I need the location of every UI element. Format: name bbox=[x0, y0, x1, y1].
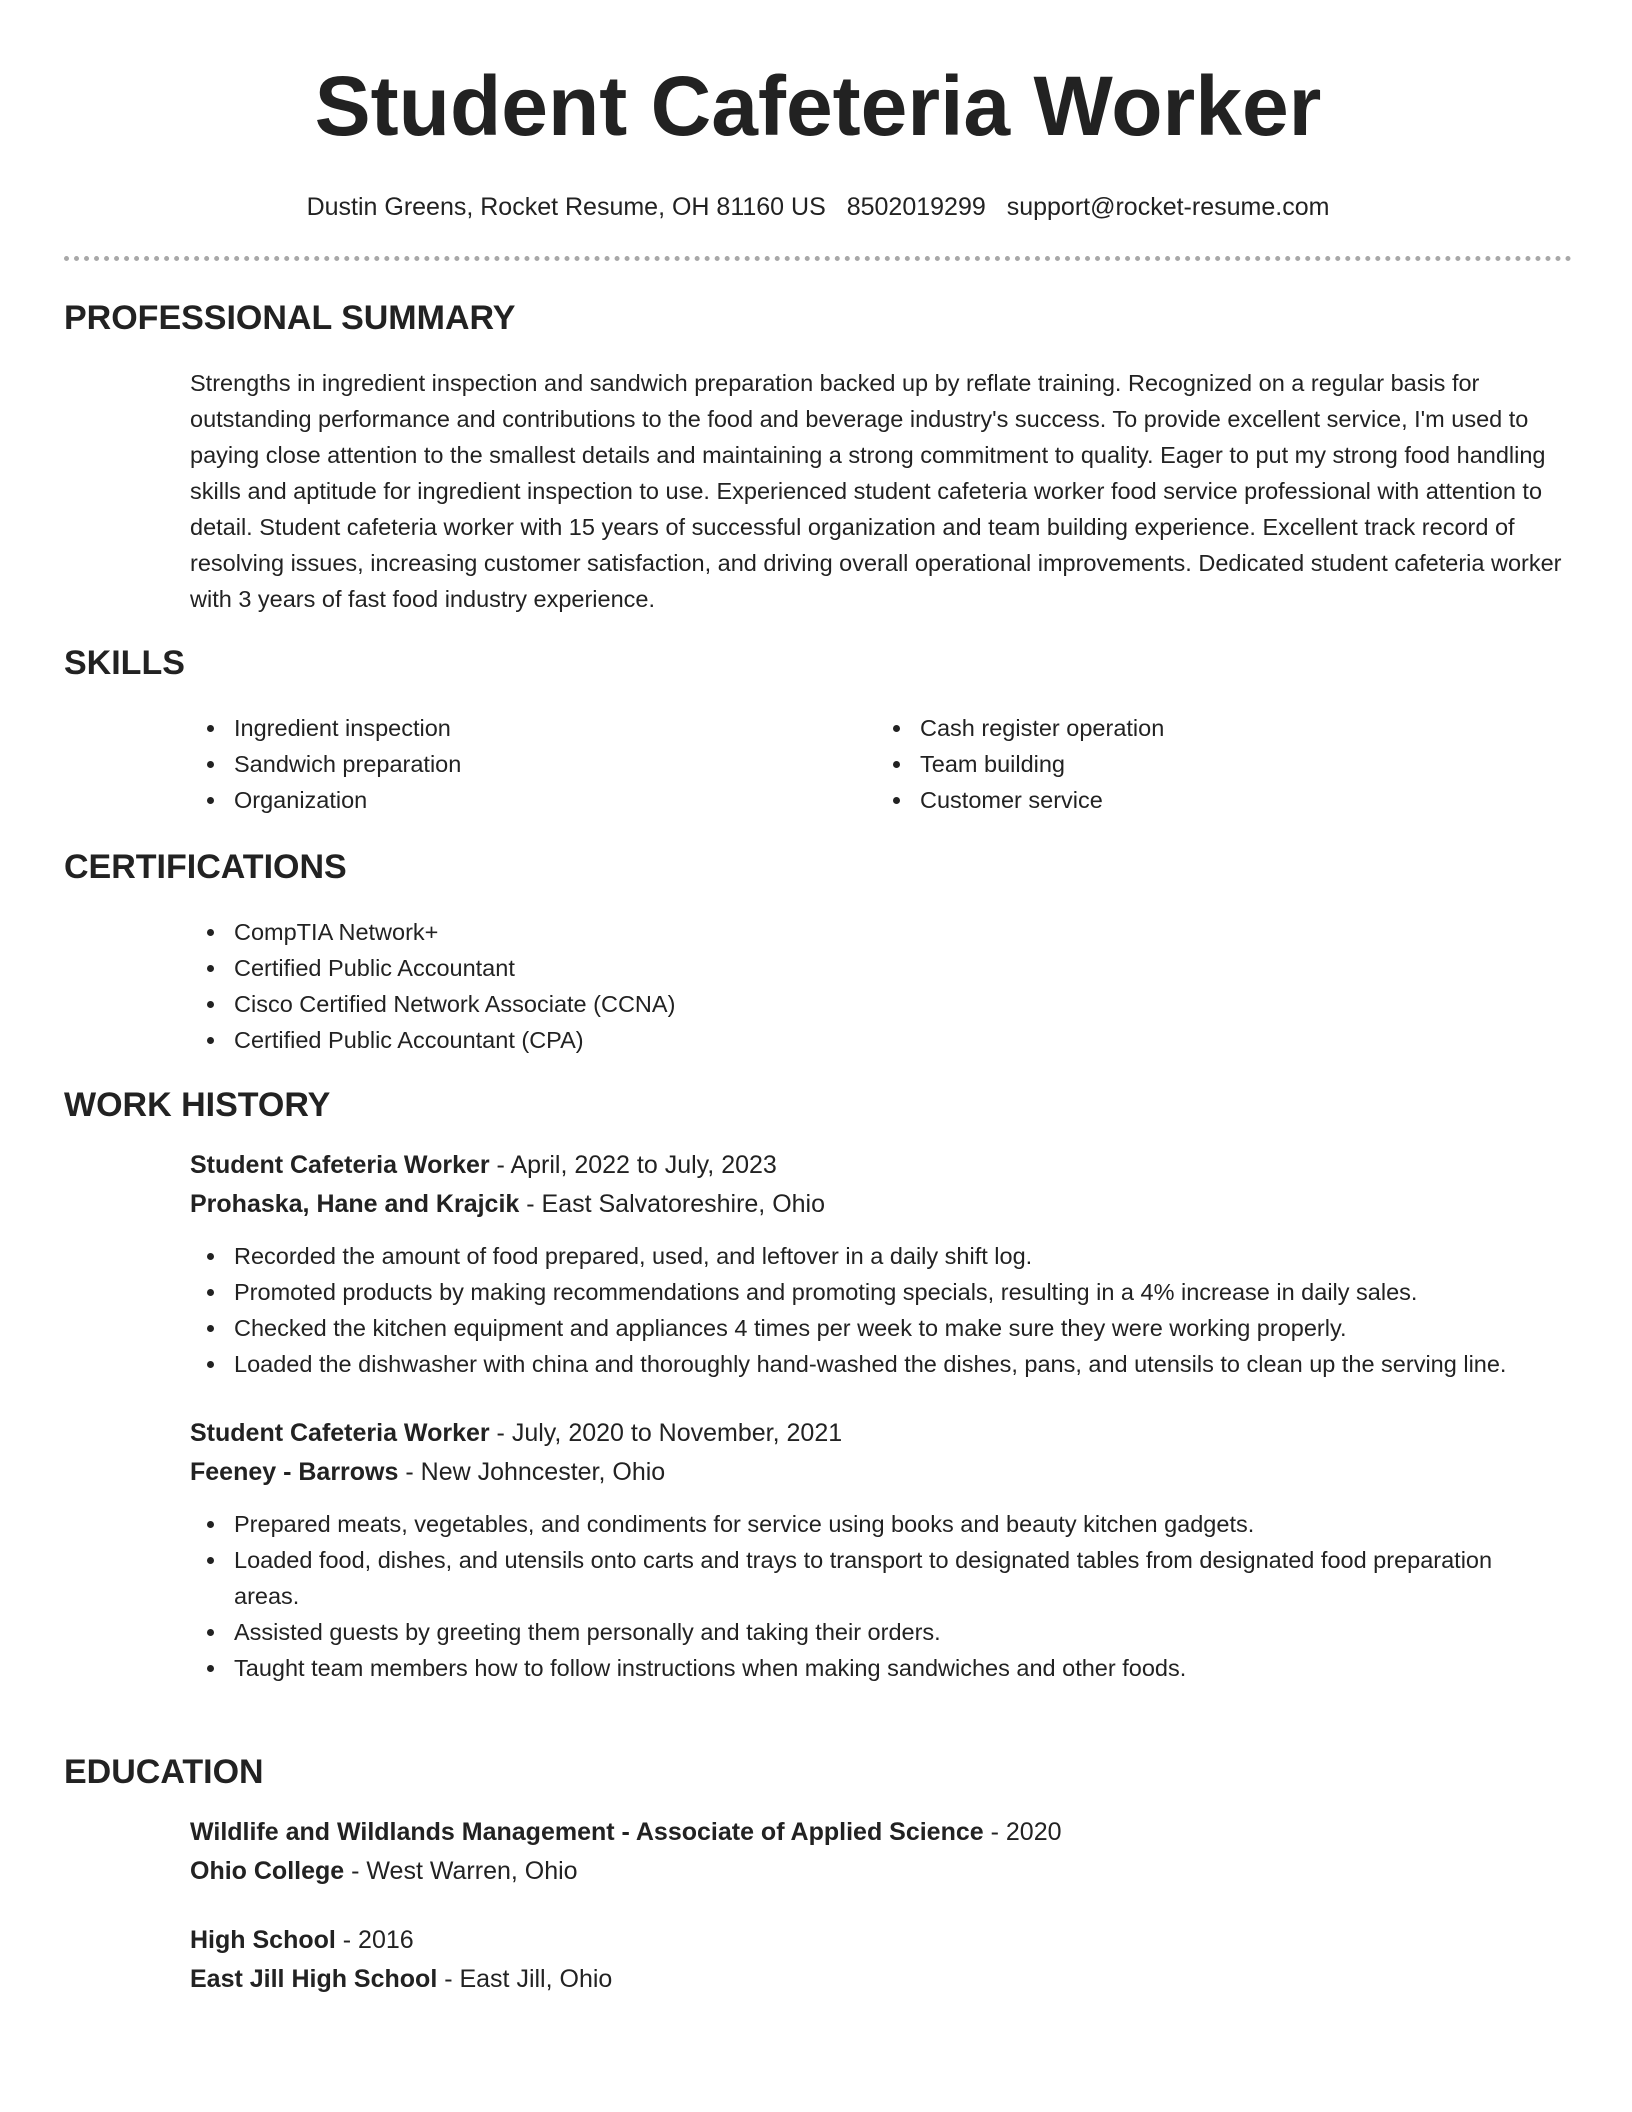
job-company: Prohaska, Hane and Krajcik bbox=[190, 1189, 520, 1218]
certification-item: CompTIA Network+ bbox=[234, 914, 1562, 950]
job-bullet: Assisted guests by greeting them personally and taking their orders. bbox=[234, 1614, 1562, 1650]
job-dates: - April, 2022 to July, 2023 bbox=[489, 1150, 777, 1179]
job-bullet: Loaded the dishwasher with china and thoroughly hand-washed the dishes, pans, and utensils to clean up the serving line. bbox=[234, 1346, 1562, 1382]
education-school-line bbox=[190, 1852, 1562, 1891]
education-year: - 2016 bbox=[335, 1925, 414, 1954]
education-location: - West Warren, Ohio bbox=[344, 1856, 578, 1885]
job-dates: - July, 2020 to November, 2021 bbox=[489, 1418, 843, 1447]
skill-item: Organization bbox=[234, 782, 876, 818]
education-location: - East Jill, Ohio bbox=[437, 1964, 613, 1993]
summary-text: Strengths in ingredient inspection and sandwich preparation backed up by reflate training. Recognized on a regular basis for outstanding performance and contributions to the food and beverage industry's success. To provide excellent service, I'm used to paying close attention to the smallest details and maintaining a strong commitment to quality. Eager to put my strong food handling skills and aptitude for ingredient inspection to use. Experienced student cafeteria worker food service professional with attention to detail. Student cafeteria worker with 15 years of successful organization and team building experience. Excellent track record of resolving issues, increasing customer satisfaction, and driving overall operational improvements. Dedicated student cafeteria worker with 3 years of fast food industry experience. bbox=[190, 369, 1562, 612]
certifications-heading: CERTIFICATIONS bbox=[64, 848, 347, 886]
certification-item: Certified Public Accountant (CPA) bbox=[234, 1022, 1562, 1058]
education-degree-line bbox=[190, 1813, 1562, 1852]
education-year: - 2020 bbox=[983, 1817, 1062, 1846]
job-bullets bbox=[190, 1238, 1562, 1382]
job-bullet: Prepared meats, vegetables, and condiments for service using books and beauty kitchen gadgets. bbox=[234, 1506, 1562, 1542]
education-entry bbox=[190, 1813, 1562, 1891]
job-company-line bbox=[190, 1453, 1562, 1492]
education-entry bbox=[190, 1921, 1562, 1999]
summary-heading: PROFESSIONAL SUMMARY bbox=[64, 299, 516, 337]
certification-item: Certified Public Accountant bbox=[234, 950, 1562, 986]
skills-grid bbox=[190, 710, 1562, 818]
education-school: Ohio College bbox=[190, 1856, 345, 1885]
job-bullet: Checked the kitchen equipment and appliances 4 times per week to make sure they were working properly. bbox=[234, 1310, 1562, 1346]
certifications-list bbox=[190, 914, 1562, 1058]
skills-list-left bbox=[190, 710, 876, 818]
job-bullet: Loaded food, dishes, and utensils onto carts and trays to transport to designated tables from designated food preparation areas. bbox=[234, 1542, 1562, 1614]
education-school: East Jill High School bbox=[190, 1964, 438, 1993]
skills-heading: SKILLS bbox=[64, 644, 185, 682]
job-company: Feeney - Barrows bbox=[190, 1457, 399, 1486]
contact-email: support@rocket-resume.com bbox=[1006, 193, 1330, 221]
job-entry bbox=[190, 1146, 1562, 1382]
education-degree: Wildlife and Wildlands Management - Associate of Applied Science bbox=[190, 1817, 984, 1846]
skills-section bbox=[64, 643, 1572, 818]
job-bullet: Recorded the amount of food prepared, used, and leftover in a daily shift log. bbox=[234, 1238, 1562, 1274]
job-title: Student Cafeteria Worker bbox=[190, 1150, 490, 1179]
summary-section bbox=[64, 298, 1572, 617]
skills-list-right bbox=[876, 710, 1562, 818]
contact-phone: 8502019299 bbox=[846, 193, 986, 221]
header-divider bbox=[64, 256, 1572, 261]
job-location: - New Johncester, Ohio bbox=[398, 1457, 666, 1486]
job-bullets bbox=[190, 1506, 1562, 1686]
work-section bbox=[64, 1085, 1572, 1686]
skill-item: Sandwich preparation bbox=[234, 746, 876, 782]
certifications-section bbox=[64, 847, 1572, 1058]
job-entry bbox=[190, 1414, 1562, 1686]
work-heading: WORK HISTORY bbox=[64, 1086, 331, 1124]
skill-item: Ingredient inspection bbox=[234, 710, 876, 746]
education-degree-line bbox=[190, 1921, 1562, 1960]
job-bullet: Promoted products by making recommendations and promoting specials, resulting in a 4% increase in daily sales. bbox=[234, 1274, 1562, 1310]
certification-item: Cisco Certified Network Associate (CCNA) bbox=[234, 986, 1562, 1022]
resume-name: Student Cafeteria Worker bbox=[314, 59, 1322, 153]
education-section bbox=[64, 1752, 1572, 1999]
contact-address: Dustin Greens, Rocket Resume, OH 81160 US bbox=[306, 193, 826, 221]
skill-item: Cash register operation bbox=[920, 710, 1562, 746]
education-school-line bbox=[190, 1960, 1562, 1999]
job-location: - East Salvatoreshire, Ohio bbox=[519, 1189, 826, 1218]
education-degree: High School bbox=[190, 1925, 336, 1954]
contact-line bbox=[64, 192, 1572, 222]
job-title-line bbox=[190, 1414, 1562, 1453]
job-bullet: Taught team members how to follow instructions when making sandwiches and other foods. bbox=[234, 1650, 1562, 1686]
job-company-line bbox=[190, 1185, 1562, 1224]
education-heading: EDUCATION bbox=[64, 1753, 264, 1791]
job-title-line bbox=[190, 1146, 1562, 1185]
resume-page bbox=[64, 0, 1572, 1993]
skill-item: Team building bbox=[920, 746, 1562, 782]
job-title: Student Cafeteria Worker bbox=[190, 1418, 490, 1447]
skill-item: Customer service bbox=[920, 782, 1562, 818]
